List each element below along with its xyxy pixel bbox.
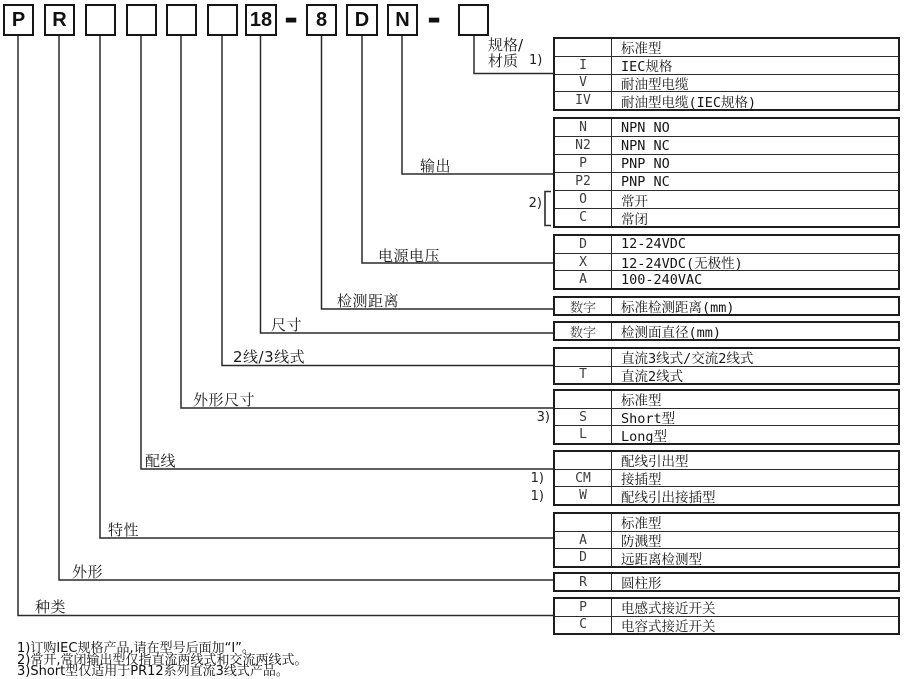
- table-row: [555, 236, 898, 253]
- table-row: [555, 574, 898, 590]
- branch-label-body-size: 外形尺寸: [193, 391, 256, 409]
- table-row: [555, 391, 898, 408]
- desc-cell: 配线引出型: [621, 454, 689, 471]
- table-row: [555, 154, 898, 172]
- desc-cell: 标准型: [621, 516, 662, 533]
- branch-label-wiring: 配线: [145, 452, 177, 470]
- code-cell: I: [555, 57, 612, 74]
- desc-cell: Long型: [621, 428, 668, 445]
- code-cell: A: [555, 532, 612, 549]
- table-row: [555, 366, 898, 384]
- table-row: [555, 531, 898, 549]
- code-box-feature: [85, 4, 116, 36]
- code-cell: C: [555, 617, 612, 634]
- desc-cell: 电感式接近开关: [621, 601, 716, 618]
- table-row: [555, 323, 898, 339]
- code-cell: [555, 39, 612, 56]
- note-ref-w-type: 1): [530, 489, 544, 504]
- branch-label-wire-type: 2线/3线式: [233, 348, 306, 366]
- code-cell: L: [555, 426, 612, 443]
- footnote-2: 2)常开,常闭输出型仅指直流两线式和交流两线式。: [17, 653, 308, 668]
- table-distance: [553, 296, 900, 316]
- branch-label-spec-line2: 材质: [488, 52, 519, 70]
- desc-cell: 直流2线式: [621, 368, 684, 385]
- table-row: [555, 425, 898, 443]
- code-cell: D: [555, 236, 612, 253]
- table-row: [555, 349, 898, 366]
- code-cell: X: [555, 254, 612, 271]
- footnote-1: 1)订购IEC规格产品,请在型号后面加“I”。: [17, 641, 255, 656]
- branch-label-output: 输出: [420, 157, 452, 175]
- code-cell: 数字: [555, 323, 612, 339]
- desc-cell: NPN NC: [621, 137, 670, 154]
- code-cell: W: [555, 487, 612, 504]
- dash-separator-1: -: [283, 0, 299, 39]
- table-size: [553, 321, 900, 341]
- code-box-output: N: [387, 4, 418, 36]
- code-cell: S: [555, 409, 612, 426]
- table-row: [555, 190, 898, 208]
- code-cell: O: [555, 191, 612, 208]
- desc-cell: IEC规格: [621, 59, 673, 76]
- branch-label-spec-material: [488, 37, 523, 69]
- code-cell: 数字: [555, 298, 612, 314]
- code-cell: [555, 349, 612, 366]
- table-row: [555, 208, 898, 226]
- table-row: [555, 599, 898, 616]
- branch-label-distance: 检测距离: [337, 292, 400, 310]
- code-box-wiring: [126, 4, 157, 36]
- table-row: [555, 39, 898, 56]
- desc-cell: 直流3线式/交流2线式: [621, 351, 754, 368]
- code-cell: A: [555, 271, 612, 288]
- table-shape: [553, 572, 900, 592]
- code-cell: [555, 391, 612, 408]
- table-output: [553, 117, 900, 228]
- branch-label-feature: 特性: [108, 521, 140, 539]
- table-row: [555, 91, 898, 109]
- note-bracket: [545, 192, 551, 226]
- code-box-wire-type: [207, 4, 238, 36]
- code-cell: P: [555, 155, 612, 172]
- branch-label-type: 种类: [35, 598, 67, 616]
- table-row: [555, 136, 898, 154]
- table-row: [555, 616, 898, 634]
- code-cell: CM: [555, 470, 612, 487]
- code-box-shape: R: [44, 4, 75, 36]
- code-box-spec: [458, 4, 489, 36]
- table-row: [555, 74, 898, 92]
- footnote-3: 3)Short型仅适用于PR12系列直流3线式产品。: [17, 664, 289, 679]
- desc-cell: Short型: [621, 411, 676, 428]
- table-row: [555, 408, 898, 426]
- code-cell: IV: [555, 92, 612, 109]
- note-ref-spec: 1): [529, 53, 543, 68]
- table-spec-material: [553, 37, 900, 111]
- code-cell: C: [555, 209, 612, 226]
- table-row: [555, 548, 898, 566]
- table-row: [555, 56, 898, 74]
- code-cell: [555, 452, 612, 469]
- table-row: [555, 119, 898, 136]
- code-cell: R: [555, 574, 612, 590]
- desc-cell: PNP NO: [621, 155, 670, 172]
- desc-cell: 常开: [621, 193, 648, 210]
- desc-cell: 电容式接近开关: [621, 618, 716, 635]
- code-box-type: P: [3, 4, 34, 36]
- table-body-size: [553, 389, 900, 445]
- desc-cell: 标准型: [621, 41, 662, 58]
- note-ref-cm-type: 1): [530, 471, 544, 486]
- desc-cell: 防溅型: [621, 534, 662, 551]
- table-row: [555, 469, 898, 487]
- table-power: [553, 234, 900, 290]
- desc-cell: 圆柱形: [621, 576, 662, 592]
- desc-cell: 12-24VDC(无极性): [621, 256, 743, 273]
- branch-label-power: 电源电压: [378, 247, 441, 265]
- table-wiring: [553, 450, 900, 506]
- code-cell: P: [555, 599, 612, 616]
- table-type: [553, 597, 900, 635]
- note-ref-short-type: 3): [536, 410, 550, 425]
- table-feature: [553, 512, 900, 568]
- desc-cell: 标准型: [621, 393, 662, 410]
- table-row: [555, 298, 898, 314]
- code-box-power: D: [346, 4, 378, 36]
- desc-cell: 远距离检测型: [621, 551, 702, 568]
- table-row: [555, 486, 898, 504]
- table-row: [555, 270, 898, 288]
- table-wire-type: [553, 347, 900, 385]
- table-row: [555, 253, 898, 271]
- table-row: [555, 514, 898, 531]
- desc-cell: 常闭: [621, 211, 648, 228]
- code-cell: N2: [555, 137, 612, 154]
- code-cell: N: [555, 119, 612, 136]
- code-cell: D: [555, 549, 612, 566]
- code-cell: P2: [555, 173, 612, 190]
- desc-cell: 配线引出接插型: [621, 489, 716, 506]
- note-ref-output-oc: 2): [528, 196, 542, 211]
- code-box-body-size: [166, 4, 197, 36]
- code-box-distance: 8: [306, 4, 337, 36]
- code-cell: T: [555, 367, 612, 384]
- desc-cell: NPN NO: [621, 119, 670, 136]
- code-cell: V: [555, 75, 612, 92]
- branch-label-spec-line1: 规格/: [488, 36, 524, 54]
- desc-cell: 100-240VAC: [621, 271, 703, 288]
- desc-cell: PNP NC: [621, 173, 670, 190]
- desc-cell: 检测面直径(mm): [621, 325, 722, 341]
- desc-cell: 标准检测距离(mm): [621, 300, 735, 316]
- code-cell: [555, 514, 612, 531]
- table-row: [555, 452, 898, 469]
- branch-label-shape: 外形: [72, 563, 104, 581]
- desc-cell: 耐油型电缆(IEC规格): [621, 94, 757, 111]
- branch-label-size: 尺寸: [271, 316, 303, 334]
- code-box-size: 18: [245, 4, 277, 36]
- desc-cell: 接插型: [621, 472, 662, 489]
- desc-cell: 耐油型电缆: [621, 76, 689, 93]
- table-row: [555, 172, 898, 190]
- dash-separator-2: -: [426, 0, 442, 39]
- desc-cell: 12-24VDC: [621, 236, 687, 253]
